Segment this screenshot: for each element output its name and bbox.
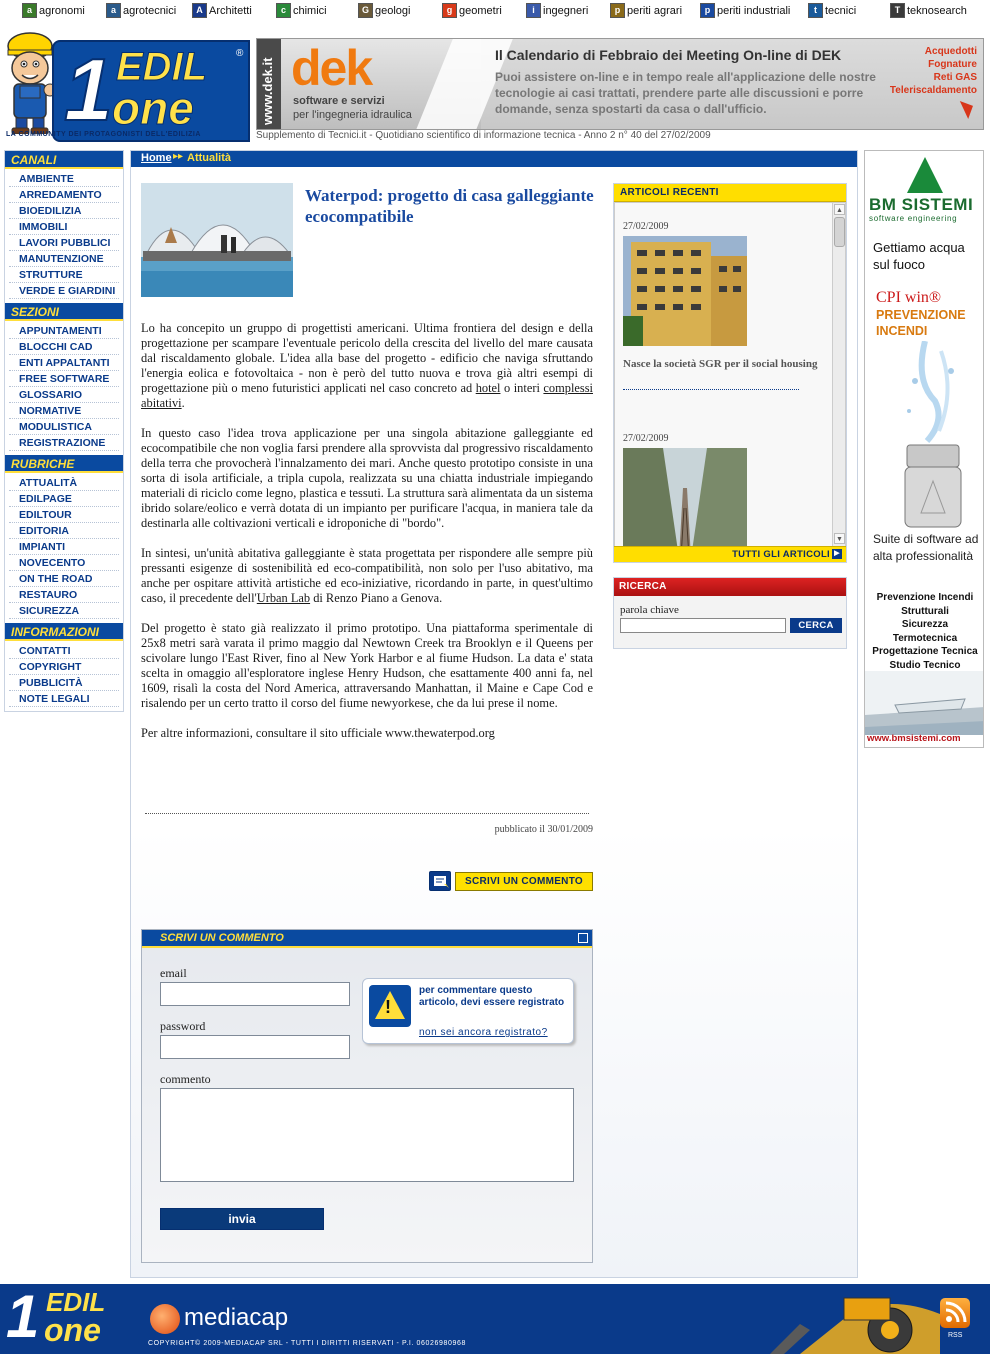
ad-url: www.bmsistemi.com	[867, 733, 961, 744]
comment-label: commento	[160, 1072, 211, 1086]
article-body	[141, 321, 593, 756]
list-item[interactable]	[623, 433, 823, 548]
nav-item-enti-appaltanti[interactable]: ENTI APPALTANTI	[9, 355, 119, 371]
network-bar	[0, 0, 990, 24]
bm-sistemi-subtitle: software engineering	[869, 214, 958, 223]
nav-item-ambiente[interactable]: AMBIENTE	[9, 171, 119, 187]
breadcrumb	[131, 151, 857, 167]
nav-item-copyright[interactable]: COPYRIGHT	[9, 659, 119, 675]
recent-article-date: 27/02/2009	[623, 221, 669, 232]
comment-textarea[interactable]	[160, 1088, 574, 1182]
dek-banner-title: Il Calendario di Febbraio dei Meeting On-line di DEK	[495, 47, 842, 63]
comment-form-title: SCRIVI UN COMMENTO	[160, 932, 284, 944]
rss-label: RSS	[948, 1332, 963, 1339]
nav-item-strutture[interactable]: STRUTTURE	[9, 267, 119, 283]
scrollbar[interactable]	[832, 203, 846, 547]
network-link-periti-industriali[interactable]: p periti industriali	[700, 3, 790, 18]
boat-icon	[865, 671, 984, 735]
search-title: RICERCA	[614, 578, 846, 596]
submit-button[interactable]: invia	[160, 1208, 324, 1230]
breadcrumb-current: Attualità	[187, 152, 231, 164]
divider	[145, 813, 589, 814]
site-header	[0, 24, 990, 146]
search-label: parola chiave	[620, 604, 679, 616]
recent-articles-list[interactable]	[614, 202, 846, 548]
bm-sistemi-logo: BM SISTEMI	[869, 195, 974, 214]
agrotecnici-icon: a	[106, 3, 121, 18]
article-title: Waterpod: progetto di casa galleggiante ecocompatibile	[305, 186, 594, 226]
bm-sistemi-logo-icon	[907, 157, 943, 193]
recent-articles-title: ARTICOLI RECENTI	[614, 184, 846, 202]
mascot-icon	[2, 30, 58, 134]
tecnici-icon: t	[808, 3, 823, 18]
nav-item-note-legali[interactable]: NOTE LEGALI	[9, 691, 119, 707]
search-panel	[613, 577, 847, 649]
mediacap-logo-icon	[150, 1304, 180, 1334]
comment-icon[interactable]	[429, 871, 451, 891]
nav-item-bioedilizia[interactable]: BIOEDILIZIA	[9, 203, 119, 219]
nav-item-lavori-pubblici[interactable]: LAVORI PUBBLICI	[9, 235, 119, 251]
periti-agrari-icon: p	[610, 3, 625, 18]
nav-item-blocchi-cad[interactable]: BLOCCHI CAD	[9, 339, 119, 355]
bm-sistemi-ad[interactable]	[864, 150, 984, 748]
ad-slogan: Gettiamo acqua sul fuoco	[873, 240, 965, 272]
excavator-icon	[740, 1284, 940, 1354]
link-complessi-abitativi[interactable]: complessi abitativi	[141, 381, 593, 410]
dek-banner-ad[interactable]	[256, 38, 984, 130]
article-image	[141, 183, 293, 297]
nav-item-on-the-road[interactable]: ON THE ROAD	[9, 571, 119, 587]
periti-industriali-icon: p	[700, 3, 715, 18]
search-input[interactable]	[620, 618, 786, 633]
dek-banner-body: Puoi assistere on-line e in tempo reale all'applicazione delle nostre tecnologie ai casi trattati, prendere parte alle discussioni e porre domande, senza spostarti da casa o dall'ufficio.	[495, 70, 876, 116]
geometri-icon: g	[442, 3, 457, 18]
warning-icon: !	[369, 985, 411, 1027]
publish-date: pubblicato il 30/01/2009	[494, 824, 593, 835]
network-link-architetti[interactable]: A Architetti	[192, 3, 252, 18]
recent-articles	[613, 183, 847, 563]
article-paragraph: Lo ha concepito un gruppo di progettisti americani. Ultima frontiera del design e della progettazione per scampare l'eventuale pericolo della crescita del livello del mare causata dal riscaldamento globale. L'idea alla base del progetto - edificio che naviga sfruttando l'energia eolica e fotovoltaica - non è però del tutto nuova e trova già altri esempi di progettazione più o meno futuristici applicati nel caso concreto ad hotel o interi complessi abitativi.	[141, 321, 593, 410]
lighter-icon	[885, 341, 981, 531]
nav-item-sicurezza[interactable]: SICUREZZA	[9, 603, 119, 619]
password-label: password	[160, 1019, 206, 1033]
nav-section-informazioni: INFORMAZIONI	[5, 623, 123, 641]
nav-item-immobili[interactable]: IMMOBILI	[9, 219, 119, 235]
rss-icon[interactable]	[940, 1298, 970, 1328]
network-link-periti-agrari[interactable]: p periti agrari	[610, 3, 682, 18]
chimici-icon: c	[276, 3, 291, 18]
ad-product-name: CPI win®	[876, 289, 942, 306]
search-button[interactable]: CERCA	[790, 618, 842, 633]
registration-notice	[362, 978, 574, 1044]
network-link-agronomi[interactable]: a agronomi	[22, 3, 85, 18]
network-link-geometri[interactable]: g geometri	[442, 3, 502, 18]
nav-item-impianti[interactable]: IMPIANTI	[9, 539, 119, 555]
ad-product-list: Prevenzione Incendi Strutturali Sicurezza Termotecnica Progettazione Tecnica Studio Tecnico	[872, 592, 978, 671]
nav-section-rubriche: RUBRICHE	[5, 455, 123, 473]
nav-item-editoria[interactable]: EDITORIA	[9, 523, 119, 539]
article-paragraph: Per altre informazioni, consultare il sito ufficiale www.thewaterpod.org	[141, 726, 495, 740]
nav-item-registrazione[interactable]: REGISTRAZIONE	[9, 435, 119, 451]
architetti-icon: A	[192, 3, 207, 18]
recent-article-title[interactable]: Nasce la società SGR per il social housing	[623, 358, 818, 370]
link-hotel[interactable]: hotel	[475, 381, 501, 395]
write-comment-button[interactable]: SCRIVI UN COMMENTO	[455, 872, 593, 891]
ad-product-subtitle: PREVENZIONE INCENDI	[876, 308, 966, 338]
left-navigation	[4, 150, 124, 712]
nav-item-ediltour[interactable]: EDILTOUR	[9, 507, 119, 523]
nav-item-verde-e-giardini[interactable]: VERDE E GIARDINI	[9, 283, 119, 299]
nav-item-novecento[interactable]: NOVECENTO	[9, 555, 119, 571]
nav-item-attualita[interactable]: ATTUALITÀ	[9, 475, 119, 491]
link-urban-lab[interactable]: Urban Lab	[256, 591, 311, 605]
site-logo[interactable]: 1 EDIL one ®	[52, 40, 250, 142]
network-link-chimici[interactable]: c chimici	[276, 3, 327, 18]
site-footer	[0, 1284, 990, 1354]
network-link-agrotecnici[interactable]: a agrotecnici	[106, 3, 176, 18]
nav-item-glossario[interactable]: GLOSSARIO	[9, 387, 119, 403]
dek-subtitle-1: software e servizi	[293, 95, 385, 107]
article-paragraph: In questo caso l'idea trova applicazione per una singola abitazione galleggiante ed ecocompatibile che non voglia farsi prendere alla sprovvista dal progressivo riscaldamento della terra che provocherà l'innalzamento dei mari. Anche questo prototipo consiste in una sorta di isola artificiale, a tripla cupola, realizzata su una chiatta industriale impiegando materiali di riciclo come legno, plastica e tessuti. La struttura sarà alimentata da un sistema ibrido solare/eolico e verrà dotata di un impianto per purificare l'acqua, in maniera tale da destinarla alle coltivazioni verticali e idroponiche di "bordo".	[141, 426, 593, 530]
nav-item-contatti[interactable]: CONTATTI	[9, 643, 119, 659]
nav-item-edilpage[interactable]: EDILPAGE	[9, 491, 119, 507]
password-field[interactable]	[160, 1035, 350, 1059]
article-paragraph: In sintesi, un'unità abitativa galleggiante è stata progettata per rispondere alle sempre più pressanti esigenze di sostenibilità ed eco-compatibilità, non solo per l'uso abitativo, ma anche per ospitare attività artistiche ed eco-iniziative, ricordando in parte, in quest'ultimo caso, il precedente dell'Urban Lab di Renzo Piano a Genova.	[141, 546, 593, 605]
geologi-icon: G	[358, 3, 373, 18]
scroll-down-icon[interactable]: ▼	[834, 533, 845, 544]
nav-item-normative[interactable]: NORMATIVE	[9, 403, 119, 419]
article-paragraph: Del progetto è stato già realizzato il primo prototipo. Una piattaforma sperimentale di 25x8 metri sarà varata il primo maggio dal Newtown Creek tra Brooklyn e il Queens per scivolare lungo l'East River, fino al New York Harbor e al fiume Hudson. La data e' stata scelta in omaggio all'esploratore inglese Henry Hudson, che esattamente 400 anni fa, nel 1609, risalì la costa del Nord America, attraversando Manhattan, il Maine e Cape Cod e risalendo per un certo tratto il corso del fiume newyorkese, che da lui prese il nome.	[141, 621, 593, 710]
network-link-tecnici[interactable]: t tecnici	[808, 3, 856, 18]
breadcrumb-separator-icon: ▸▸	[173, 151, 184, 162]
nav-section-sezioni: SEZIONI	[5, 303, 123, 321]
network-link-geologi[interactable]: G geologi	[358, 3, 410, 18]
registration-notice-text: per commentare questo articolo, devi essere registrato	[419, 985, 565, 1008]
teknosearch-icon: T	[890, 3, 905, 18]
copyright-text: COPYRIGHT© 2009-MEDIACAP SRL - TUTTI I DIRITTI RISERVATI - P.I. 06026980968	[148, 1340, 466, 1347]
recent-article-date: 27/02/2009	[623, 433, 669, 444]
network-link-ingegneri[interactable]: i ingegneri	[526, 3, 588, 18]
breadcrumb-home-link[interactable]: Home	[141, 152, 172, 164]
mediacap-logo[interactable]: mediacap	[184, 1304, 289, 1331]
ingegneri-icon: i	[526, 3, 541, 18]
nav-item-appuntamenti[interactable]: APPUNTAMENTI	[9, 323, 119, 339]
dek-url: www.dek.it	[260, 57, 275, 125]
all-articles-link[interactable]: TUTTI GLI ARTICOLI ▶	[614, 546, 846, 562]
nav-section-canali: CANALI	[5, 151, 123, 169]
arrow-right-icon: ▶	[832, 549, 842, 559]
nav-item-restauro[interactable]: RESTAURO	[9, 587, 119, 603]
publication-info: Supplemento di Tecnici.it - Quotidiano scientifico di informazione tecnica - Anno 2 n° 40 del 27/02/2009	[256, 130, 711, 141]
dek-topics: Acquedotti Fognature Reti GAS Teleriscaldamento	[889, 46, 977, 96]
nav-item-modulistica[interactable]: MODULISTICA	[9, 419, 119, 435]
footer-logo[interactable]: 1 EDIL one	[6, 1284, 106, 1350]
main-content	[130, 150, 858, 1278]
scroll-up-icon[interactable]: ▲	[834, 204, 845, 215]
comment-form	[141, 929, 593, 1263]
dek-logo: dek	[291, 40, 372, 96]
nav-item-manutenzione[interactable]: MANUTENZIONE	[9, 251, 119, 267]
email-label: email	[160, 966, 187, 980]
expand-icon[interactable]	[578, 933, 588, 943]
nav-item-pubblicita[interactable]: PUBBLICITÀ	[9, 675, 119, 691]
scrollbar-thumb[interactable]	[834, 217, 845, 247]
recent-article-image	[623, 448, 747, 548]
nav-item-free-software[interactable]: FREE SOFTWARE	[9, 371, 119, 387]
arrow-icon	[955, 101, 973, 119]
list-item[interactable]	[623, 221, 823, 390]
register-link[interactable]: non sei ancora registrato?	[419, 1027, 548, 1038]
recent-article-image	[623, 236, 747, 346]
agronomi-icon: a	[22, 3, 37, 18]
site-tagline: LA COMMUNITY DEI PROTAGONISTI DELL'EDILIZIA	[6, 131, 201, 138]
nav-item-arredamento[interactable]: ARREDAMENTO	[9, 187, 119, 203]
ad-description: Suite di software ad alta professionalità	[873, 532, 979, 563]
email-field[interactable]	[160, 982, 350, 1006]
network-link-teknosearch[interactable]: T teknosearch	[890, 3, 967, 18]
dek-subtitle-2: per l'ingegneria idraulica	[293, 109, 412, 121]
